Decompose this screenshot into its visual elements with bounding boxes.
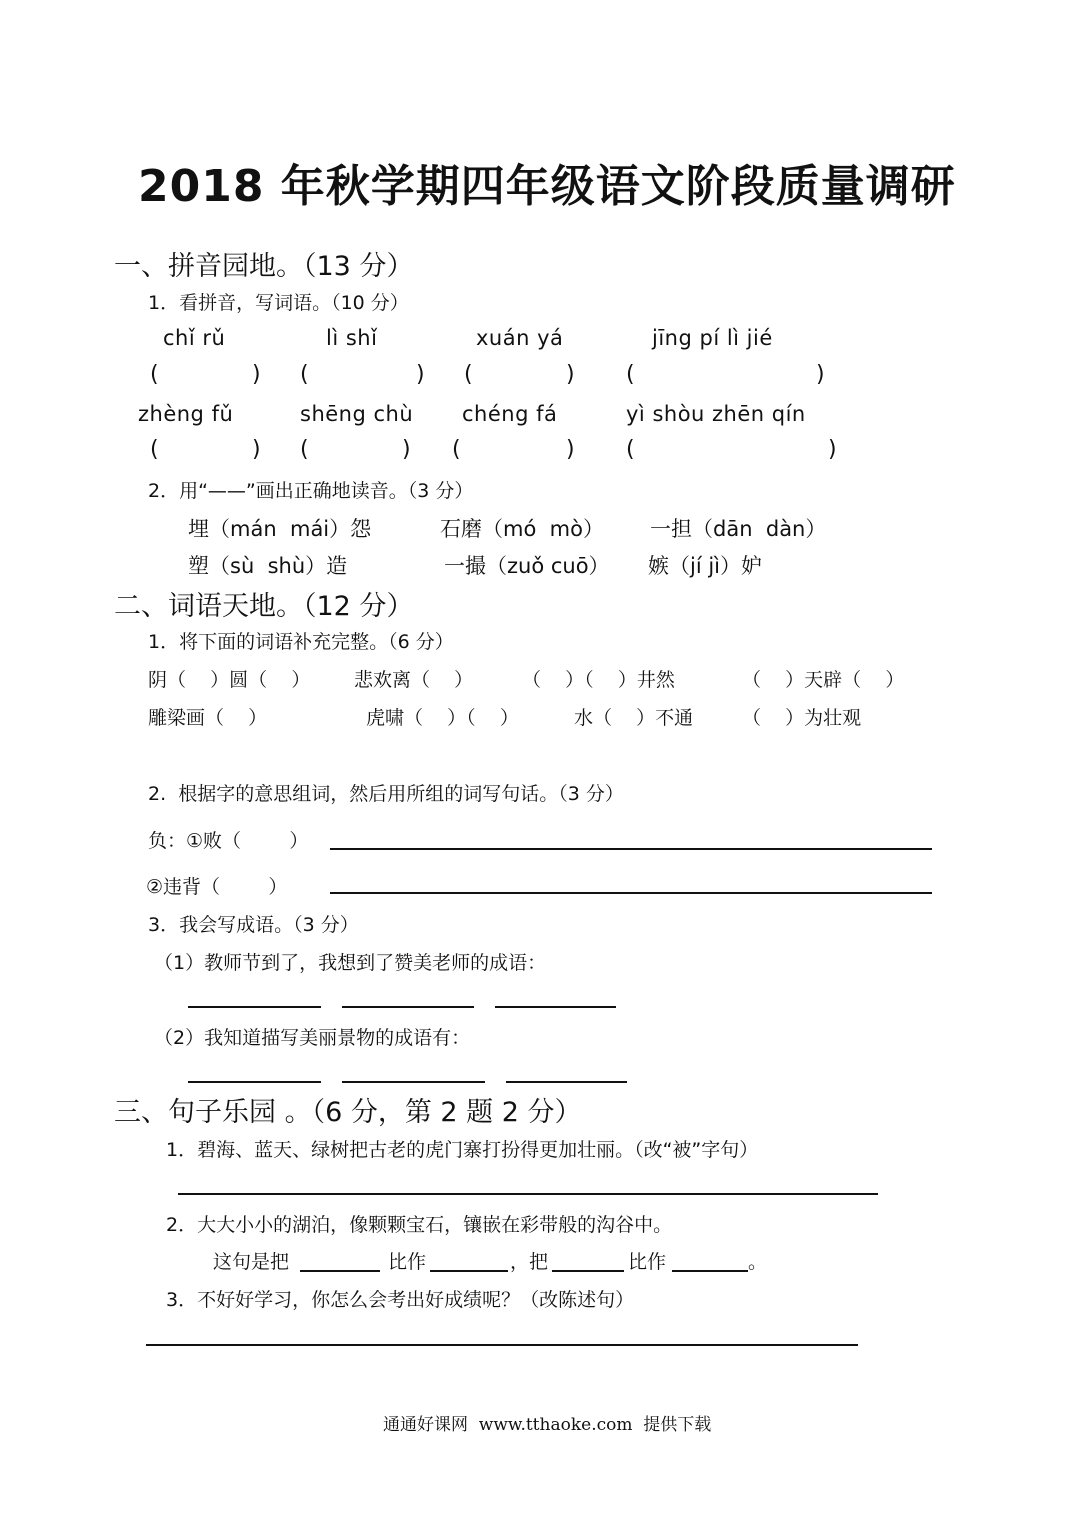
section-2-heading: 二、词语天地。（12 分） <box>114 591 414 622</box>
idiom-fill: （ ）天辟（ ） <box>742 669 905 691</box>
answer-bracket-open: ( <box>300 362 309 387</box>
idiom-fill: （ ）（ ）井然 <box>522 669 675 691</box>
s2-q3-sub-2: （2）我知道描写美丽景物的成语有： <box>154 1027 471 1049</box>
reading-option: 一撮（zuǒ cuō） <box>444 554 610 578</box>
reading-option: 嫉（jí jì）妒 <box>648 554 763 578</box>
pinyin-item: chǐ rǔ <box>163 326 226 350</box>
reading-option: 石磨（mó mò） <box>440 517 604 541</box>
answer-line <box>178 1193 878 1195</box>
answer-line <box>330 892 932 894</box>
answer-bracket-open: ( <box>150 362 159 387</box>
answer-line <box>342 1006 474 1008</box>
s3-q2-text: 2．大大小小的湖泊，像颗颗宝石，镶嵌在彩带般的沟谷中。 <box>166 1214 673 1236</box>
s3-q2-fill-d: 比作 <box>628 1251 667 1273</box>
s3-q2-fill-a: 这句是把 <box>213 1251 290 1273</box>
s3-q3-text: 3．不好好学习，你怎么会考出好成绩呢？（改陈述句） <box>166 1289 635 1311</box>
answer-bracket-close: ) <box>566 437 575 462</box>
answer-line <box>506 1081 627 1083</box>
answer-bracket-open: ( <box>626 437 635 462</box>
pinyin-item: shēng chù <box>300 402 414 426</box>
answer-line <box>188 1006 321 1008</box>
idiom-fill: 悲欢离（ ） <box>354 669 474 691</box>
answer-line <box>300 1270 380 1272</box>
s3-q2-fill-b: 比作 <box>388 1251 427 1273</box>
answer-line <box>330 848 932 850</box>
reading-option: 塑（sù shù）造 <box>188 554 348 578</box>
pinyin-item: zhèng fǔ <box>138 402 234 426</box>
section-3-heading: 三、句子乐园 。（6 分，第 2 题 2 分） <box>114 1097 582 1128</box>
s2-q2-item-1: 负：①败（ ） <box>148 830 309 852</box>
idiom-fill: 雕梁画（ ） <box>148 707 268 729</box>
answer-bracket-close: ) <box>816 362 825 387</box>
s2-q1-label: 1．将下面的词语补充完整。（6 分） <box>148 631 454 653</box>
answer-bracket-close: ) <box>828 437 837 462</box>
pinyin-item: chéng fá <box>462 402 558 426</box>
s3-q1-text: 1．碧海、蓝天、绿树把古老的虎门寨打扮得更加壮丽。（改“被”字句） <box>166 1139 759 1161</box>
s1-q2-label: 2．用“——”画出正确地读音。（3 分） <box>148 480 474 502</box>
s2-q3-label: 3．我会写成语。（3 分） <box>148 914 359 936</box>
reading-option: 一担（dān dàn） <box>650 517 827 541</box>
idiom-fill: 水（ ）不通 <box>574 707 694 729</box>
footer-credit: 通通好课网 www.tthaoke.com 提供下载 <box>383 1415 712 1435</box>
answer-bracket-close: ) <box>252 362 261 387</box>
answer-bracket-open: ( <box>300 437 309 462</box>
s2-q2-item-2: ②违背（ ） <box>146 876 288 898</box>
pinyin-item: yì shòu zhēn qín <box>626 402 806 426</box>
s2-q3-sub-1: （1）教师节到了，我想到了赞美老师的成语： <box>154 952 547 974</box>
answer-line <box>552 1270 624 1272</box>
answer-line <box>495 1006 616 1008</box>
pinyin-item: lì shǐ <box>326 326 378 350</box>
answer-line <box>342 1081 485 1083</box>
answer-bracket-close: ) <box>402 437 411 462</box>
pinyin-item: jīng pí lì jié <box>652 326 773 350</box>
answer-line <box>672 1270 748 1272</box>
idiom-fill: （ ）为壮观 <box>742 707 862 729</box>
s3-q2-fill-e: 。 <box>748 1251 768 1273</box>
answer-line <box>188 1081 321 1083</box>
answer-bracket-close: ) <box>566 362 575 387</box>
answer-bracket-close: ) <box>252 437 261 462</box>
answer-bracket-open: ( <box>626 362 635 387</box>
answer-line <box>146 1344 858 1346</box>
s1-q1-label: 1．看拼音，写词语。（10 分） <box>148 292 409 314</box>
pinyin-item: xuán yá <box>476 326 564 350</box>
answer-bracket-open: ( <box>464 362 473 387</box>
s2-q2-label: 2. 根据字的意思组词，然后用所组的词写句话。（3 分） <box>148 783 624 805</box>
idiom-fill: 虎啸（ ）（ ） <box>366 707 519 729</box>
idiom-fill: 阴（ ）圆（ ） <box>148 669 311 691</box>
answer-bracket-open: ( <box>150 437 159 462</box>
answer-bracket-open: ( <box>452 437 461 462</box>
answer-line <box>430 1270 508 1272</box>
s3-q2-fill-c: ，把 <box>510 1251 549 1273</box>
section-1-heading: 一、拼音园地。（13 分） <box>114 251 414 282</box>
reading-option: 埋（mán mái）怨 <box>188 517 372 541</box>
page-title: 2018 年秋学期四年级语文阶段质量调研 <box>138 161 956 212</box>
answer-bracket-close: ) <box>416 362 425 387</box>
